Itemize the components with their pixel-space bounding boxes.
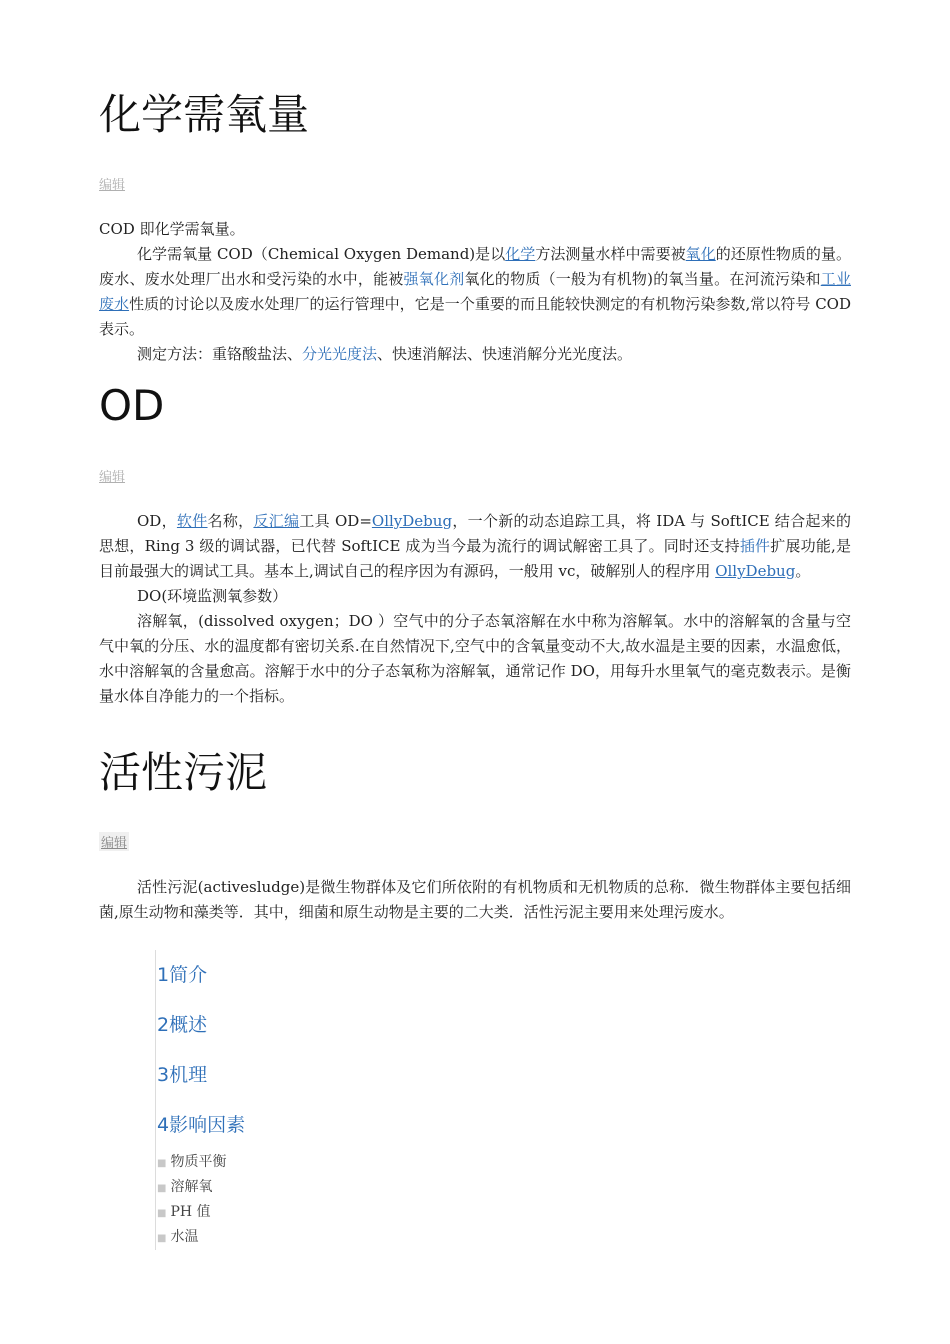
section-body-od [99,509,851,709]
paragraph [99,242,851,342]
table-of-contents [155,950,557,1250]
toc-number: 3 [157,1064,170,1086]
toc-subitem-material-balance[interactable] [157,1150,557,1175]
text: 方法测量水样中需要被 [535,245,686,263]
section-body-cod [99,217,851,367]
link-industrial-wastewater[interactable]: 工业废水 [99,270,851,313]
toc-subitem-ph[interactable] [157,1200,557,1225]
text: 名称， [207,512,254,530]
edit-link-activated-sludge[interactable]: 编辑 [99,832,129,851]
toc-subitem-water-temperature[interactable] [157,1225,557,1250]
paragraph: DO(环境监测氧参数） [137,587,288,605]
text: 性质的讨论以及废水处理厂的运行管理中，它是一个重要的而且能较快测定的有机物污染参数,常以符号 COD 表示。 [99,295,851,338]
section-title-od: OD [99,381,165,430]
link-chemistry[interactable]: 化学 [505,245,536,263]
text: 化学需氧量 COD（Chemical Oxygen Demand)是以 [137,245,506,263]
toc-item-intro[interactable] [157,950,557,1000]
bullet-icon: ■ [157,1233,167,1244]
text: 。 [795,562,811,580]
section-body-activated-sludge [99,875,851,925]
text: 测定方法：重铬酸盐法、 [137,345,303,363]
section-title-cod: 化学需氧量 [99,90,310,139]
text: 的还原性物质的量。废水、废水处理厂出水和受污染的水中，能被 [99,245,851,288]
toc-item-factors[interactable] [157,1100,557,1150]
toc-item-mechanism[interactable] [157,1050,557,1100]
toc-number: 1 [157,964,170,986]
text: 扩展功能,是目前最强大的调试工具。基本上,调试自己的程序因为有源码，一般用 vc，破解别人的程序用 [99,537,851,580]
link-plugin[interactable]: 插件 [739,537,771,555]
edit-link-cod[interactable]: 编辑 [99,178,126,193]
paragraph [99,342,851,367]
link-ollydebug[interactable]: OllyDebug [371,512,453,530]
text: 氧化的物质（一般为有机物)的氧当量。在河流污染和 [464,270,821,288]
toc-subitem-dissolved-oxygen[interactable] [157,1175,557,1200]
toc-number: 2 [157,1014,170,1036]
bullet-icon: ■ [157,1183,167,1194]
toc-item-overview[interactable] [157,1000,557,1050]
toc-sublabel: PH 值 [170,1204,211,1220]
toc-label: 简介 [169,964,208,986]
paragraph: 活性污泥(activesludge)是微生物群体及它们所依附的有机物质和无机物质的总称．微生物群体主要包括细菌,原生动物和藻类等．其中，细菌和原生动物是主要的二大类．活性污泥主要用来处理污废水。 [99,878,851,921]
bullet-icon: ■ [157,1158,167,1169]
bullet-icon: ■ [157,1208,167,1219]
paragraph [99,509,851,584]
text: OD， [137,512,177,530]
toc-sublabel: 物质平衡 [170,1154,227,1170]
text: 、快速消解法、快速消解分光光度法。 [377,345,633,363]
link-disassembler[interactable]: 反汇编 [253,512,300,530]
toc-label: 概述 [169,1014,208,1036]
text: ，一个新的动态追踪工具，将 IDA 与 SoftICE 结合起来的思想，Ring 3 级的调试器，已代替 SoftICE 成为当今最为流行的调试解密工具了。同时还支持 [99,512,851,555]
toc-sublabel: 水温 [170,1229,199,1245]
paragraph: COD 即化学需氧量。 [99,220,245,238]
toc-label: 机理 [169,1064,208,1086]
link-spectrophotometry[interactable]: 分光光度法 [302,345,378,363]
link-ollydebug-2[interactable]: OllyDebug [715,562,796,580]
text: 工具 OD= [299,512,372,530]
toc-label: 影响因素 [169,1114,246,1136]
paragraph: 溶解氧，(dissolved oxygen；DO ）空气中的分子态氧溶解在水中称为溶解氧。水中的溶解氧的含量与空气中氧的分压、水的温度都有密切关系.在自然情况下,空气中的含氧量变动不大,故水温是主要的因素，水温愈低，水中溶解氧的含量愈高。溶解于水中的分子态氧称为溶解氧，通常记作 DO，用每升水里氧气的毫克数表示。是衡量水体自净能力的一个指标。 [99,612,851,705]
link-software[interactable]: 软件 [176,512,208,530]
toc-number: 4 [157,1114,170,1136]
section-title-activated-sludge: 活性污泥 [99,748,268,797]
toc-sublabel: 溶解氧 [170,1179,213,1195]
link-strong-oxidant[interactable]: 强氧化剂 [403,270,465,288]
edit-link-od[interactable]: 编辑 [99,470,126,485]
link-oxidation[interactable]: 氧化 [685,245,716,263]
